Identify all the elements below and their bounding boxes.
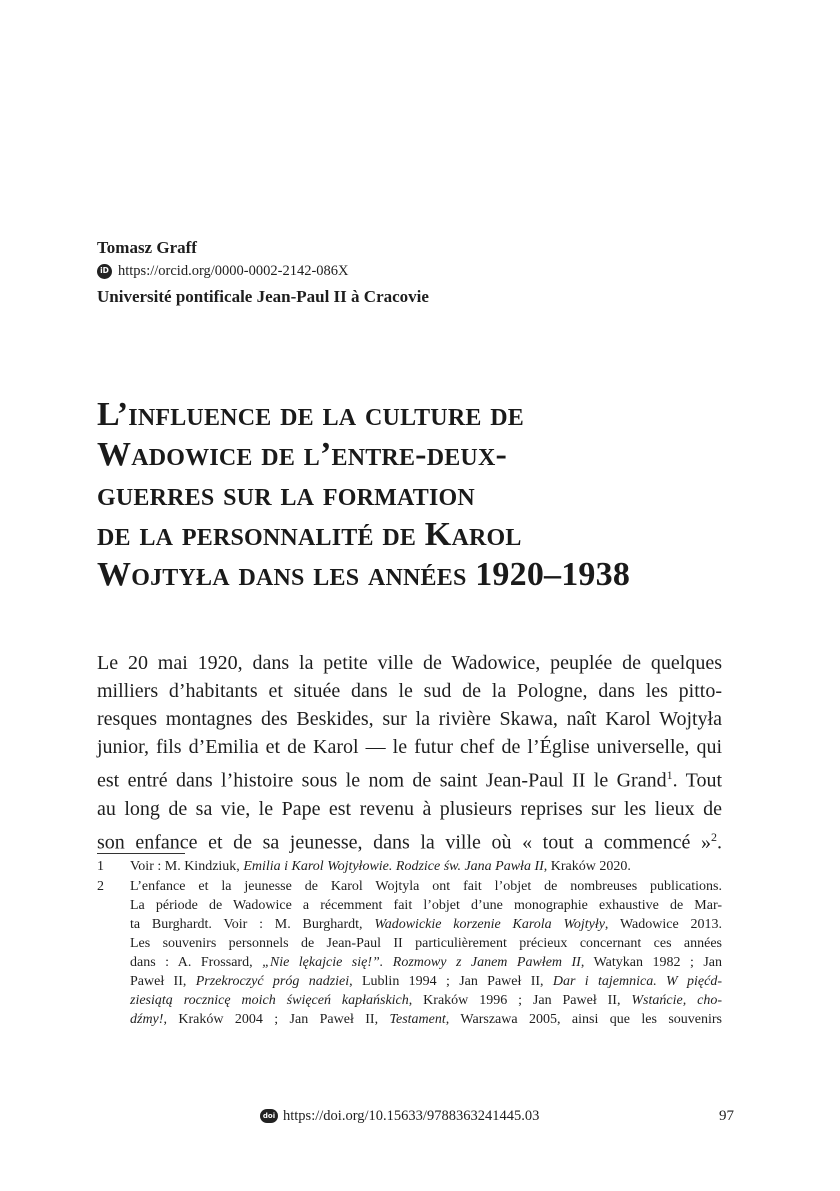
footnote-number: 2 bbox=[97, 879, 104, 894]
footnote-ref-2[interactable]: 2 bbox=[711, 829, 717, 844]
footnote-text: Voir : M. Kindziuk, Emilia i Karol Wojtyłowie. Rodzice św. Jana Pawła II, Kraków 2020. bbox=[130, 859, 631, 874]
author-name: Tomasz Graff bbox=[97, 238, 197, 257]
orcid-line bbox=[97, 260, 757, 282]
body-line: resques montagnes des Beskides, sur la rivière Skawa, naît Karol Wojtyła bbox=[97, 708, 722, 730]
page-number: 97 bbox=[719, 1108, 734, 1124]
footnote-number: 1 bbox=[97, 859, 104, 874]
title-line: guerres sur la formation bbox=[97, 476, 475, 513]
title-line: de la personnalité de Karol bbox=[97, 516, 522, 553]
footnote-rule bbox=[97, 853, 185, 854]
title-line: Wadowice de l’entre-deux- bbox=[97, 436, 508, 473]
body-line: au long de sa vie, le Pape est revenu à plusieurs reprises sur les lieux de bbox=[97, 797, 722, 820]
footnote-1 bbox=[97, 857, 722, 876]
author-block bbox=[97, 236, 757, 310]
doi-icon: doi bbox=[260, 1109, 278, 1123]
footnotes bbox=[97, 857, 722, 1029]
footnote-ref-1[interactable]: 1 bbox=[666, 768, 673, 782]
footnote-text: L’enfance et la jeunesse de Karol Wojtyla ont fait l’objet de nombreuses publications. La période de Wadowice a récemment fait l’objet d’une monographie exhaustive de Mar- ta Burghardt. Voir : M. Burghardt, Wadowickie korzenie Karola Wojtyły, Wadowice 2013. Les souvenirs personnels de Jean-Paul II particulièrement précieux concernant ces années dans : A. Frossard, „Nie lękajcie się!”. Rozmowy z Janem Pawłem II, Watykan 1982 ; Jan Paweł II, Przekroczyć próg nadziei, Lublin 1994 ; Jan Paweł II, Dar i tajemnica. W pięćd- ziesiątą rocznicę moich święceń kapłańskich, Kraków 1996 ; Jan Paweł II, Wstańcie, cho- dźmy!, Kraków 2004 ; Jan Paweł II, Testament, Warszawa 2005, ainsi que les souvenirs bbox=[130, 879, 723, 1027]
title-line: Wojtyła dans les années 1920–1938 bbox=[97, 556, 631, 593]
body-line: son enfance et de sa jeunesse, dans la ville où « tout a commencé »$^2$. bbox=[97, 829, 722, 854]
footnote-2 bbox=[97, 877, 722, 1029]
author-affiliation: Université pontificale Jean-Paul II à Cracovie bbox=[97, 287, 429, 306]
orcid-link[interactable]: https://orcid.org/0000-0002-2142-086X bbox=[118, 263, 349, 279]
body-line: est entré dans l’histoire sous le nom de saint Jean-Paul II le Grand$^1$. Tout bbox=[97, 768, 723, 792]
orcid-icon: iD bbox=[97, 264, 112, 279]
body-line: Le 20 mai 1920, dans la petite ville de Wadowice, peuplée de quelques bbox=[97, 652, 722, 674]
article-title bbox=[97, 395, 757, 595]
title-line: L’influence de la culture de bbox=[97, 396, 524, 433]
doi-link[interactable]: https://doi.org/10.15633/9788363241445.03 bbox=[283, 1108, 540, 1124]
body-line: milliers d’habitants et située dans le sud de la Pologne, dans les pitto- bbox=[97, 680, 722, 702]
body-line: junior, fils d’Emilia et de Karol — le futur chef de l’Église universelle, qui bbox=[97, 736, 722, 758]
doi-line bbox=[260, 1106, 539, 1126]
body-paragraph bbox=[97, 649, 722, 856]
